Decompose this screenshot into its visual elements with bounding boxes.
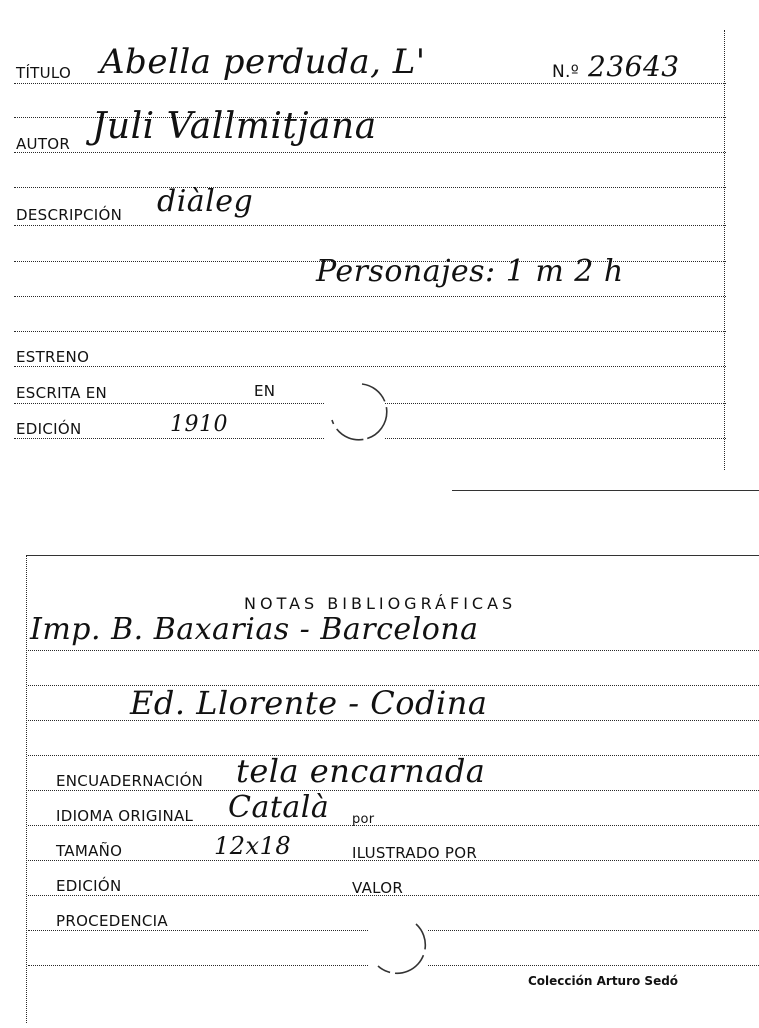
- catalog-card-bottom: [0, 540, 759, 1028]
- descripcion-value: diàleg: [157, 184, 254, 219]
- valor-label: VALOR: [352, 879, 404, 897]
- personajes-value: Personajes: 1 m 2 h: [316, 254, 624, 289]
- rule: [385, 403, 726, 404]
- rule: [14, 83, 726, 84]
- catalog-card-top: [0, 0, 759, 500]
- tamano-label: TAMAÑO: [56, 842, 123, 860]
- autor-value: Juli Vallmitjana: [92, 106, 377, 147]
- autor-label: AUTOR: [16, 135, 71, 153]
- titulo-label: TÍTULO: [16, 64, 72, 82]
- nota-line1: Imp. B. Baxarias - Barcelona: [30, 612, 479, 647]
- estreno-label: ESTRENO: [16, 348, 90, 366]
- encuadernacion-value: tela encarnada: [236, 752, 486, 790]
- numero-value: 23643: [588, 50, 680, 83]
- nota-line2: Ed. Llorente - Codina: [130, 684, 488, 722]
- punch-hole: [366, 914, 430, 978]
- coleccion-footer: Colección Arturo Sedó: [528, 974, 679, 988]
- punch-hole: [324, 380, 388, 444]
- card-top-right-edge: [724, 30, 725, 470]
- idioma-value: Català: [228, 790, 330, 825]
- rule: [14, 296, 726, 297]
- edicion-label-bottom: EDICIÓN: [56, 877, 122, 895]
- rule: [28, 965, 368, 966]
- descripcion-label: DESCRIPCIÓN: [16, 206, 123, 224]
- rule: [428, 930, 759, 931]
- card-top-edge: [452, 490, 759, 491]
- card-bottom-left-edge: [26, 555, 27, 1023]
- rule: [28, 790, 759, 791]
- encuadernacion-label: ENCUADERNACIÓN: [56, 772, 204, 790]
- idioma-label: IDIOMA ORIGINAL: [56, 807, 194, 825]
- procedencia-label: PROCEDENCIA: [56, 912, 168, 930]
- rule: [14, 225, 726, 226]
- rule: [14, 331, 726, 332]
- tamano-value: 12x18: [214, 832, 292, 860]
- rule: [428, 965, 759, 966]
- rule: [14, 152, 726, 153]
- numero-label: N.º: [552, 62, 580, 82]
- por-label: por: [352, 812, 375, 827]
- card-bottom-top-edge: [26, 555, 759, 556]
- rule: [14, 438, 324, 439]
- escrita-label: ESCRITA EN: [16, 384, 108, 402]
- rule: [28, 930, 368, 931]
- titulo-value: Abella perduda, L': [100, 42, 426, 82]
- rule: [14, 403, 324, 404]
- rule: [28, 825, 759, 826]
- rule: [14, 187, 726, 188]
- rule: [28, 650, 759, 651]
- notas-heading: NOTAS BIBLIOGRÁFICAS: [244, 594, 517, 613]
- ilustrado-label: ILUSTRADO POR: [352, 844, 478, 862]
- edicion-value: 1910: [170, 412, 228, 437]
- rule: [14, 366, 726, 367]
- rule: [385, 438, 726, 439]
- en-label: EN: [254, 382, 276, 400]
- edicion-label: EDICIÓN: [16, 420, 82, 438]
